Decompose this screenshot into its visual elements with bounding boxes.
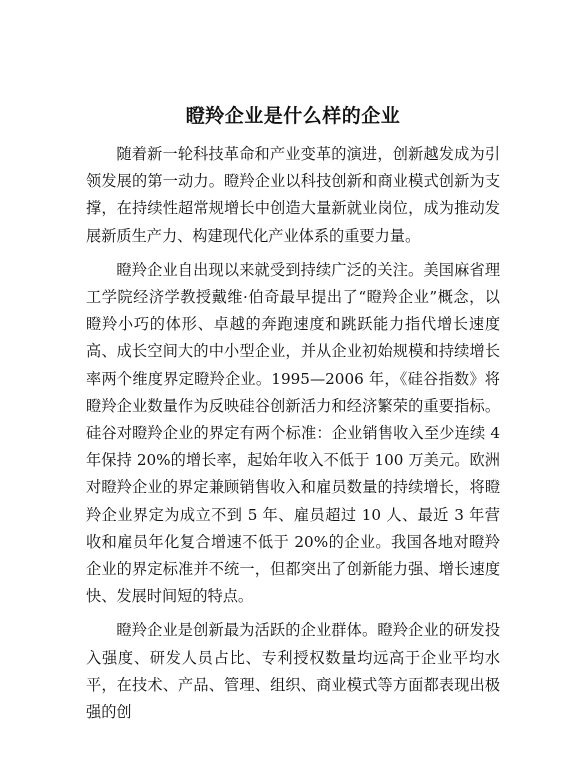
paragraph-1: 随着新一轮科技革命和产业变革的演进，创新越发成为引领发展的第一动力。瞪羚企业以科技创新和商业模式创新为支撑，在持续性超常规增长中创造大量新就业岗位，成为推动发展新质生产力、构建现代化产业体系的重要力量。 <box>86 145 500 245</box>
paragraph-2: 瞪羚企业自出现以来就受到持续广泛的关注。美国麻省理工学院经济学教授戴维·伯奇最早提出了“瞪羚企业”概念，以瞪羚小巧的体形、卓越的奔跑速度和跳跃能力指代增长速度高、成长空间大的中小型企业，并从企业初始规模和持续增长率两个维度界定瞪羚企业。1995—2006 年，《硅谷指数》将瞪羚企业数量作为反映硅谷创新活力和经济繁荣的重要指标。硅谷对瞪羚企业的界定有两个标准：企业销售收入至少连续 4 年保持 20%的增长率，起始年收入不低于 100 万美元。欧洲对瞪羚企业的界定兼顾销售收入和雇员数量的持续增长，将瞪羚企业界定为成立不到 5 年、雇员超过 10 人、最近 3 年营收和雇员年化复合增速不低于 20%的企业。我国各地对瞪羚企业的界定标准并不统一，但都突出了创新能力强、增长速度快、发展时间短的特点。 <box>86 260 500 606</box>
document-title: 瞪羚企业是什么样的企业 <box>185 105 401 127</box>
paragraph-3: 瞪羚企业是创新最为活跃的企业群体。瞪羚企业的研发投入强度、研发人员占比、专利授权数量均远高于企业平均水平，在技术、产品、管理、组织、商业模式等方面都表现出极强的创 <box>86 621 500 722</box>
